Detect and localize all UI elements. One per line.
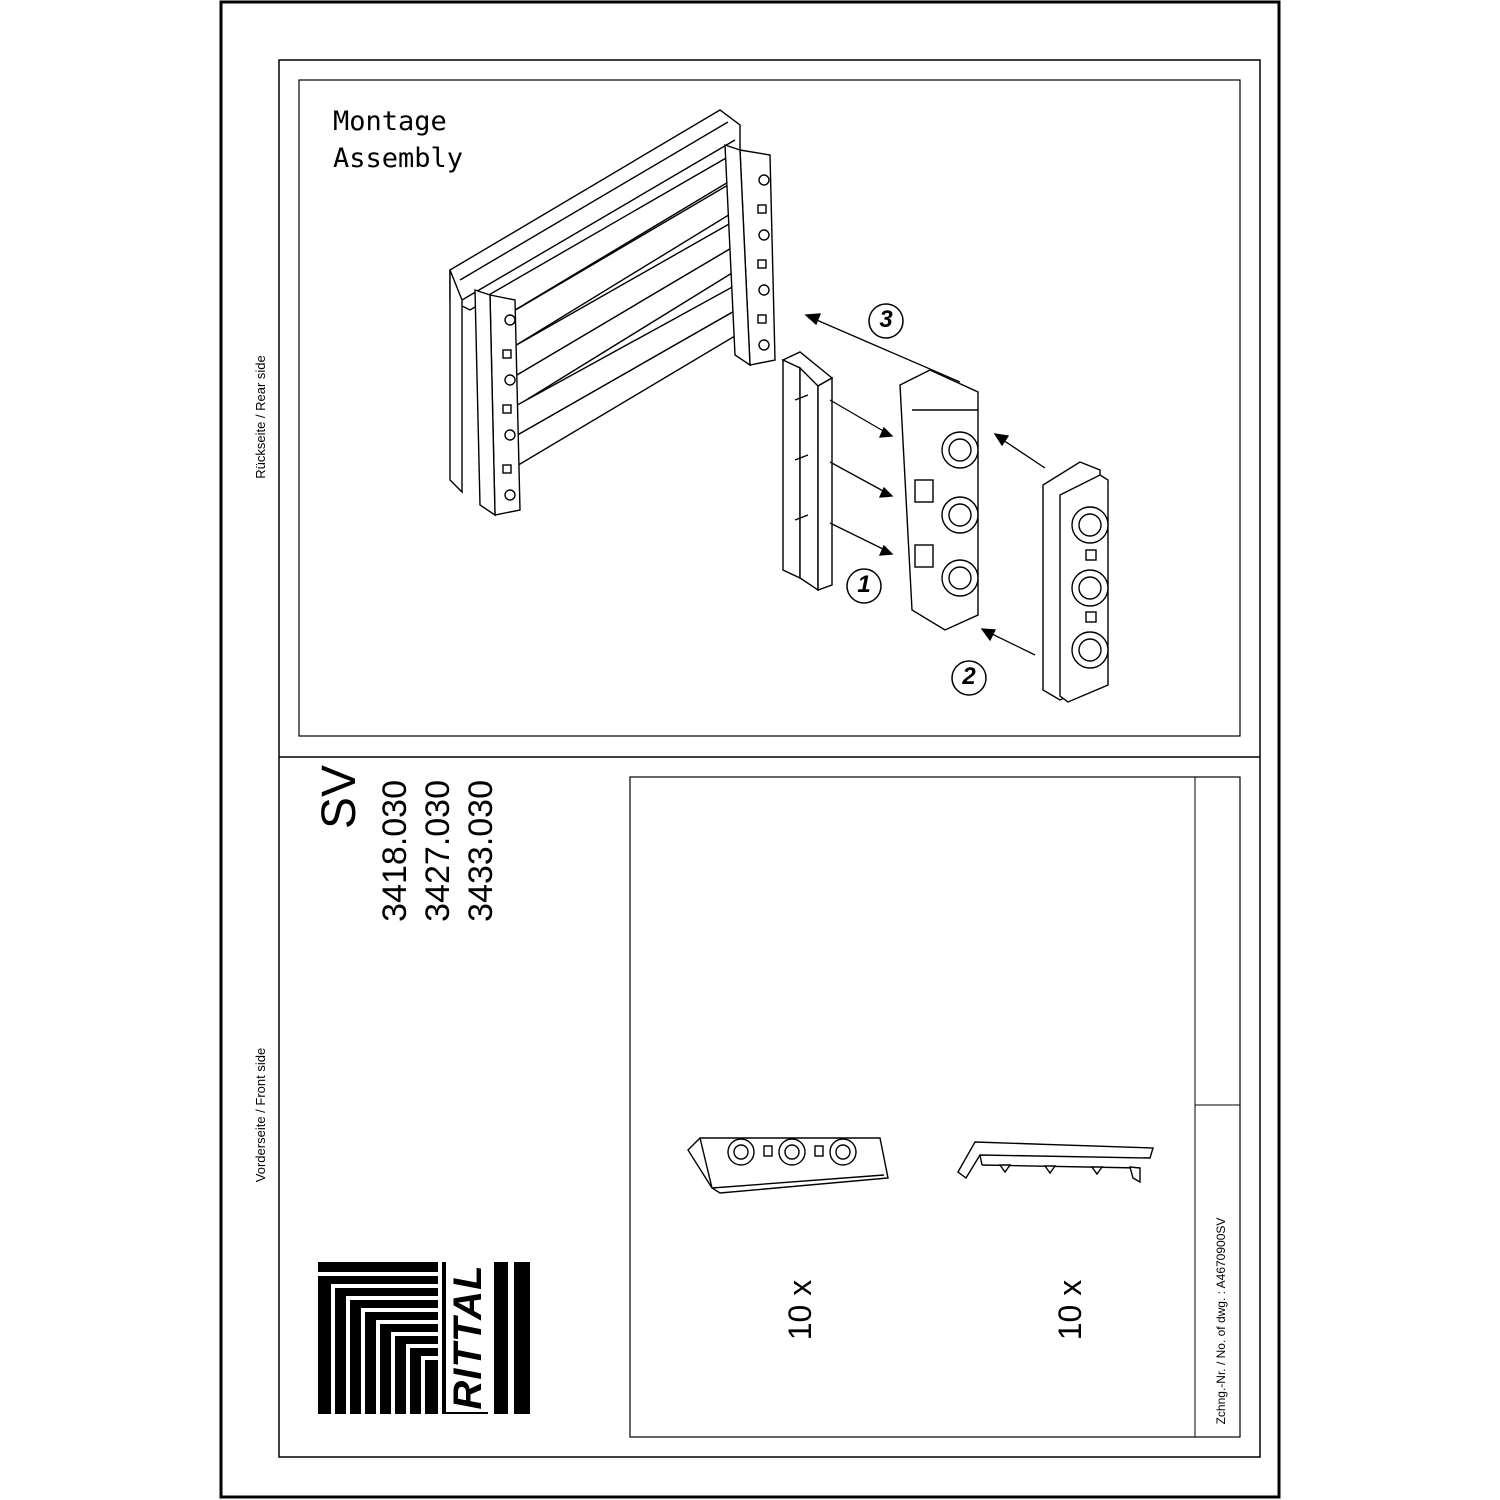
fuse-adapter-icon [688, 1138, 888, 1193]
rittal-logo-text: RITTAL [446, 1262, 490, 1412]
quantity-mounting-rail: 10 x [1052, 1279, 1088, 1341]
product-number-2: 3427.030 [419, 780, 457, 922]
rittal-logo [318, 1262, 530, 1414]
mounting-rail-icon [958, 1142, 1153, 1182]
step-label-2: 2 [962, 663, 976, 690]
product-number-1: 3418.030 [376, 780, 414, 922]
busbar-system-illustration [450, 110, 775, 515]
rear-side-label: Rückseite / Rear side [253, 355, 268, 479]
clamp-strip-illustration [783, 352, 832, 590]
step-label-3: 3 [879, 306, 893, 333]
fuse-cover-illustration [1043, 462, 1108, 702]
end-bracket-left [475, 290, 520, 515]
assembly-title-en: Assembly [333, 143, 464, 174]
quantity-fuse-adapter: 10 x [782, 1279, 818, 1341]
fuse-base-illustration [900, 370, 978, 630]
product-name: SV [313, 765, 366, 830]
front-side-label: Vorderseite / Front side [253, 1047, 268, 1183]
step-label-1: 1 [857, 571, 871, 598]
parts-frame [630, 777, 1240, 1437]
product-number-3: 3433.030 [462, 780, 500, 922]
assembly-title-de: Montage [333, 106, 447, 137]
drawing-number: Zchng.-Nr. / No. of dwg. : A4670900SV [1214, 1217, 1228, 1425]
